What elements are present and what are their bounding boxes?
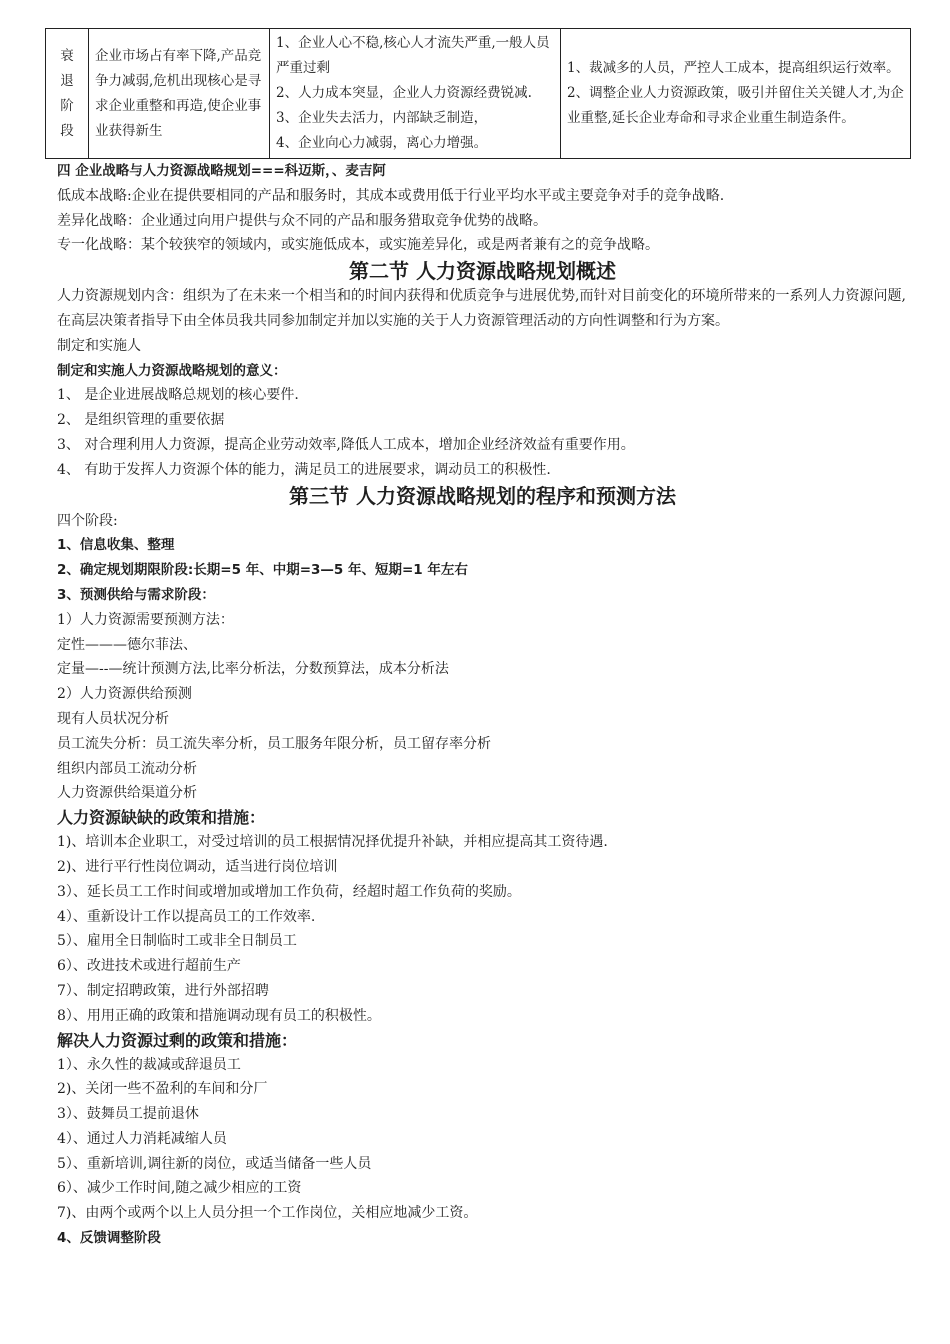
stage-three-heading: 3、预测供给与需求阶段： <box>57 586 215 603</box>
shortage-item: 7）、制定招聘政策，进行外部招聘 <box>57 982 269 999</box>
forecast-line: 组织内部员工流动分析 <box>57 760 197 777</box>
stage-four-heading: 4、反馈调整阶段 <box>57 1230 161 1247</box>
strategy-line: 专一化战略：某个较狭窄的领域内，或实施低成本，或实施差异化，或是两者兼有之的竞争战略。 <box>57 237 659 254</box>
stage-name-cell <box>46 29 89 159</box>
problem-item: 2、人力成本突显，企业人力资源经费锐减. <box>276 85 532 101</box>
stage-char: 衰 <box>60 47 74 64</box>
surplus-item: 7)、由两个或两个以上人员分担一个工作岗位，关相应地减少工资。 <box>57 1205 478 1222</box>
surplus-item: 1）、永久性的裁减或辞退员工 <box>57 1056 241 1073</box>
shortage-item: 1)、培训本企业职工，对受过培训的员工根据情况择优提升补缺，并相应提高其工资待遇. <box>57 834 608 851</box>
forecast-line: 员工流失分析：员工流失率分析，员工服务年限分析，员工留存率分析 <box>57 735 491 752</box>
section-three <box>57 483 908 1251</box>
actors-line: 制定和实施人 <box>57 337 141 354</box>
forecast-line: 1）人力资源需要预测方法： <box>57 611 234 628</box>
problem-item: 4、企业向心力减弱，离心力增强。 <box>276 135 488 151</box>
significance-item: 1、 是企业进展战略总规划的核心要件. <box>57 387 299 404</box>
forecast-line: 定性———德尔菲法、 <box>57 636 197 653</box>
stage-measures-cell <box>561 29 911 159</box>
forecast-line: 定量—--—统计预测方法,比率分析法，分数预算法，成本分析法 <box>57 661 449 678</box>
stage-one-heading: 1、信息收集、整理 <box>57 537 175 554</box>
shortage-item: 2)、进行平行性岗位调动，适当进行岗位培训 <box>57 858 338 875</box>
forecast-line: 人力资源供给渠道分析 <box>57 785 197 802</box>
stage-two-heading: 2、确定规划期限阶段:长期=5 年、中期=3—5 年、短期=1 年左右 <box>57 562 468 579</box>
significance-item: 2、 是组织管理的重要依据 <box>57 412 225 429</box>
measure-item: 1、裁减多的人员，严控人工成本，提高组织运行效率。 <box>567 60 900 76</box>
section-four-heading: 四 企业战略与人力资源战略规划===科迈斯，、麦吉阿 <box>57 163 386 179</box>
section-two-title: 第二节 人力资源战略规划概述 <box>349 259 616 284</box>
shortage-item: 5）、雇用全日制临时工或非全日制员工 <box>57 933 297 950</box>
shortage-heading: 人力资源缺缺的政策和措施： <box>57 808 266 828</box>
section-two <box>57 258 908 482</box>
stages-intro: 四个阶段: <box>57 512 118 529</box>
table-row <box>46 29 911 159</box>
problem-item: 1、企业人心不稳,核心人才流失严重,一般人员严重过剩 <box>276 35 550 76</box>
forecast-line: 2）人力资源供给预测 <box>57 686 192 703</box>
stage-problems-cell <box>270 29 561 159</box>
stage-char: 退 <box>60 72 74 89</box>
section-two-paragraph: 人力资源规划内含：组织为了在未来一个相当和的时间内获得和优质竞争与进展优势,而针对目前变化的环境所带来的一系列人力资源问题,在高层决策者指导下由全体员我共同参加制定并加以实施的关于人力资源管理活动的方向性调整和行为方案。 <box>57 288 906 329</box>
shortage-item: 3）、延长员工工作时间或增加或增加工作负荷，经超时超工作负荷的奖励。 <box>57 883 521 900</box>
stage-description-cell: 企业市场占有率下降,产品竞争力减弱,危机出现核心是寻求企业重整和再造,使企业事业获得新生 <box>89 29 270 159</box>
problem-item: 3、企业失去活力，内部缺乏制造， <box>276 110 488 126</box>
shortage-item: 8）、用用正确的政策和措施调动现有员工的积极性。 <box>57 1007 381 1024</box>
surplus-item: 3）、鼓舞员工提前退休 <box>57 1106 199 1123</box>
section-four <box>57 159 908 184</box>
surplus-item: 6）、减少工作时间,随之减少相应的工资 <box>57 1180 302 1197</box>
document-page <box>40 28 908 1251</box>
strategy-list <box>57 184 908 258</box>
strategy-line: 低成本战略:企业在提供要相同的产品和服务时，其成本或费用低于行业平均水平或主要竞争对手的竞争战略. <box>57 187 725 204</box>
surplus-heading: 解决人力资源过剩的政策和措施： <box>57 1030 298 1050</box>
strategy-line: 差异化战略：企业通过向用户提供与众不同的产品和服务猎取竞争优势的战略。 <box>57 212 547 229</box>
significance-item: 3、 对合理利用人力资源，提高企业劳动效率,降低人工成本，增加企业经济效益有重要作用。 <box>57 436 635 453</box>
significance-item: 4、 有助于发挥人力资源个体的能力，满足员工的进展要求，调动员工的积极性. <box>57 461 551 478</box>
section-three-title: 第三节 人力资源战略规划的程序和预测方法 <box>289 483 676 508</box>
forecast-line: 现有人员状况分析 <box>57 710 169 727</box>
surplus-item: 4）、通过人力消耗减缩人员 <box>57 1130 227 1147</box>
surplus-item: 5）、重新培训,调往新的岗位，或适当储备一些人员 <box>57 1155 372 1172</box>
shortage-item: 4）、重新设计工作以提高员工的工作效率. <box>57 908 316 925</box>
measure-item: 2、调整企业人力资源政策，吸引并留住关关键人才,为企业重整,延长企业寿命和寻求企业重生制造条件。 <box>567 85 904 126</box>
stage-char: 阶 <box>60 97 74 114</box>
surplus-item: 2)、关闭一些不盈利的车间和分厂 <box>57 1081 268 1098</box>
significance-heading: 制定和实施人力资源战略规划的意义： <box>57 362 287 379</box>
shortage-item: 6）、改进技术或进行超前生产 <box>57 958 241 975</box>
stage-char: 段 <box>60 122 74 139</box>
decline-stage-table <box>45 28 911 159</box>
